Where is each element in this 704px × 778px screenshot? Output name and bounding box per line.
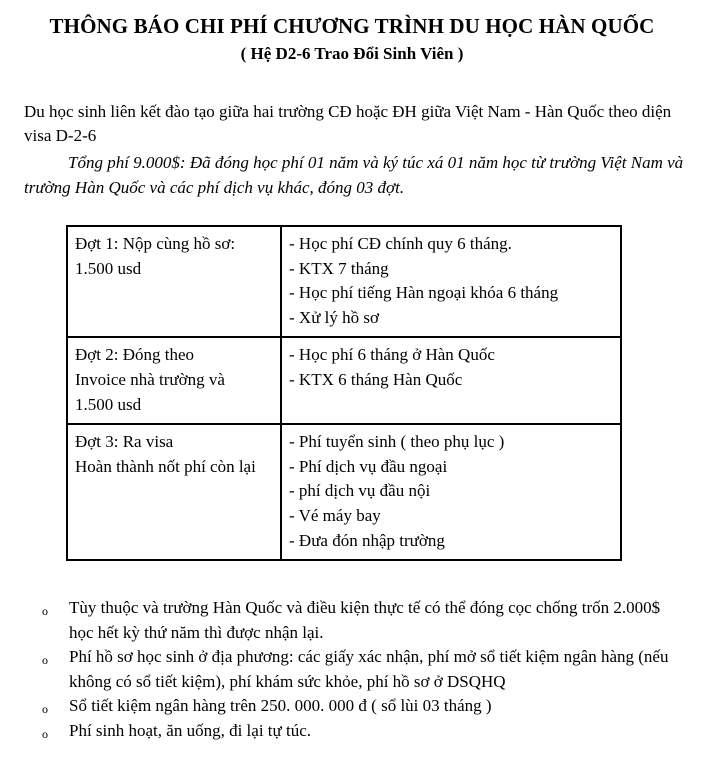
fee-item: - Phí dịch vụ đầu ngoại <box>289 456 448 476</box>
list-item <box>42 719 682 744</box>
circle-bullet-icon: o <box>42 604 48 618</box>
fee-item: - Vé máy bay <box>289 505 381 525</box>
note-text: Phí hồ sơ học sinh ở địa phương: các giấy xác nhận, phí mở sổ tiết kiệm ngân hàng (nếu không có sổ tiết kiệm), phí khám sức khỏe, phí hồ sơ ở DSQHQ <box>69 647 669 691</box>
items-cell <box>281 226 621 337</box>
stage-line: Hoàn thành nốt phí còn lại <box>75 456 256 476</box>
stage-line: Đợt 3: Ra visa <box>75 432 174 452</box>
document-title: THÔNG BÁO CHI PHÍ CHƯƠNG TRÌNH DU HỌC HÀN QUỐC <box>49 14 655 38</box>
stage-line: Đợt 2: Đóng theo <box>75 345 195 365</box>
stage-cell <box>67 337 281 424</box>
note-text: Phí sinh hoạt, ăn uống, đi lại tự túc. <box>69 720 312 740</box>
fee-item: - Xử lý hồ sơ <box>289 307 379 327</box>
stage-line: 1.500 usd <box>75 258 142 278</box>
list-item <box>42 694 682 719</box>
stage-cell <box>67 424 281 560</box>
notes-list <box>42 596 682 744</box>
fee-item: - KTX 7 tháng <box>289 258 389 278</box>
intro-paragraph: Du học sinh liên kết đào tạo giữa hai trường CĐ hoặc ĐH giữa Việt Nam - Hàn Quốc theo diện visa D-2-6 <box>24 102 672 145</box>
stage-cell <box>67 226 281 337</box>
fee-item: - Phí tuyển sinh ( theo phụ lục ) <box>289 432 505 452</box>
fee-item: - KTX 6 tháng Hàn Quốc <box>289 369 463 389</box>
payment-stages-table <box>66 225 622 561</box>
note-text: Sổ tiết kiệm ngân hàng trên 250. 000. 000 đ ( sổ lùi 03 tháng ) <box>69 696 492 716</box>
table-row <box>67 337 621 424</box>
fee-item: - Đưa đón nhập trường <box>289 530 445 550</box>
items-cell <box>281 337 621 424</box>
circle-bullet-icon: o <box>42 702 48 717</box>
list-item <box>42 596 682 645</box>
fee-item: - phí dịch vụ đầu nội <box>289 481 431 501</box>
circle-bullet-icon: o <box>42 726 48 741</box>
list-item <box>42 645 682 694</box>
document-subtitle: ( Hệ D2-6 Trao Đổi Sinh Viên ) <box>240 44 464 63</box>
note-text: Tùy thuộc và trường Hàn Quốc và điều kiện thực tế có thể đóng cọc chống trốn 2.000$ học hết kỳ thứ năm thì được nhận lại. <box>69 598 661 642</box>
fee-item: - Học phí CĐ chính quy 6 tháng. <box>289 234 512 253</box>
table-row <box>67 226 621 337</box>
total-fee-summary: Tổng phí 9.000$: Đã đóng học phí 01 năm và ký túc xá 01 năm học từ trường Việt Nam và trường Hàn Quốc và các phí dịch vụ khác, đóng 03 đợt. <box>24 153 684 197</box>
items-cell <box>281 424 621 560</box>
stage-line: 1.500 usd <box>75 394 142 414</box>
stage-line: Đợt 1: Nộp cùng hồ sơ: <box>75 234 236 253</box>
fee-item: - Học phí 6 tháng ở Hàn Quốc <box>289 345 495 365</box>
stage-line: Invoice nhà trường và <box>75 369 225 389</box>
table-row <box>67 424 621 560</box>
circle-bullet-icon: o <box>42 653 48 668</box>
fee-item: - Học phí tiếng Hàn ngoại khóa 6 tháng <box>289 283 559 303</box>
